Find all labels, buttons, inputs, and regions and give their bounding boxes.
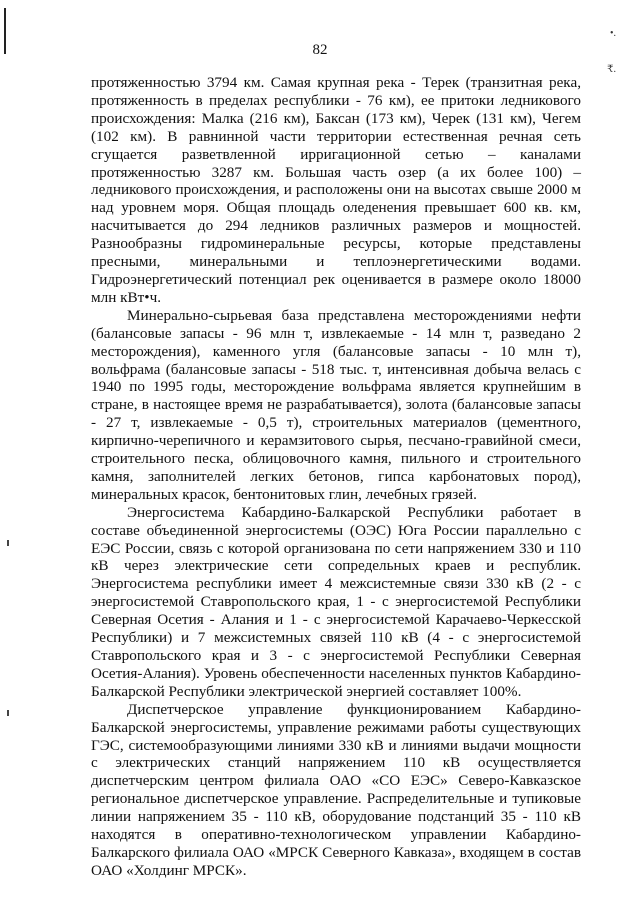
paragraph: Минерально-сырьевая база представлена месторождениями нефти (балансовые запасы - 96 млн т, извлекаемые - 14 млн т, разведано 2 месторождения), каменного угля (балансовые запасы - 10 млн т), вольфрама (балансовые запасы - 518 тыс. т, интенсивная добыча велась с 1940 по 1995 годы, месторождение вольфрама является крупнейшим в стране, в настоящее время не разрабатывается), золота (балансовые запасы - 27 т, извлекаемые - 0,5 т), строительных материалов (цементного, кирпично-черепичного и керамзитового сырья, песчано-гравийной смеси, строительного песка, облицовочного камня, пильного и строительного камня, заполнителей легких бетонов, гипса карбонатовых пород), минеральных красок, бентонитовых глин, лечебных грязей. — [91, 306, 581, 503]
body-text — [91, 74, 581, 880]
scan-artifact-mark: ₹. — [607, 64, 616, 75]
scan-margin-tick — [7, 710, 9, 716]
scan-margin-tick — [7, 540, 9, 546]
page-number: 82 — [312, 42, 328, 58]
paragraph: Энергосистема Кабардино-Балкарской Республики работает в составе объединенной энергосистемы (ОЭС) Юга России параллельно с ЕЭС России, связь с которой организована по сети напряжением 330 и 110 кВ через электрические сети сопредельных краев и республик. Энергосистема республики имеет 4 межсистемные связи 330 кВ (2 - с энергосистемой Ставропольского края, 1 - с энергосистемой Республики Северная Осетия - Алания и 1 - с энергосистемой Карачаево-Черкесской Республики) и 7 межсистемных связей 110 кВ (4 - с энергосистемой Ставропольского края и 3 - с энергосистемой Республики Северная Осетия-Алания). Уровень обеспеченности населенных пунктов Кабардино-Балкарской Республики электрической энергией составляет 100%. — [91, 503, 581, 700]
paragraph: протяженностью 3794 км. Самая крупная река - Терек (транзитная река, протяженность в пределах республики - 76 км), ее притоки ледникового происхождения: Малка (216 км), Баксан (173 км), Черек (131 км), Чегем (102 км). В равнинной части территории естественная речная сеть сгущается разветвленной ирригационной сетью – каналами протяженностью 3287 км. Большая часть озер (а их более 100) – ледникового происхождения, и расположены они на высотах свыше 2000 м над уровнем моря. Общая площадь оледенения превышает 600 кв. км, насчитывается до 294 ледников различных размеров и мощностей. Разнообразны гидроминеральные ресурсы, которые представлены пресными, минеральными и теплоэнергетическими водами. Гидроэнергетический потенциал рек оценивается в размере около 18000 млн кВт•ч. — [91, 74, 581, 306]
scan-artifact-mark: •. — [609, 28, 616, 39]
paragraph: Диспетчерское управление функционированием Кабардино-Балкарской энергосистемы, управление режимами работы существующих ГЭС, системообразующими линиями 330 кВ и линиями выдачи мощности с электрических станций напряжением 110 кВ осуществляется диспетчерским центром филиала ОАО «СО ЕЭС» Северо-Кавказское региональное диспетчерское управление. Распределительные и тупиковые линии напряжением 35 - 110 кВ, оборудование подстанций 35 - 110 кВ находятся в оперативно-технологическом управлении Кабардино-Балкарского филиала ОАО «МРСК Северного Кавказа», входящем в состав ОАО «Холдинг МРСК». — [91, 700, 581, 879]
